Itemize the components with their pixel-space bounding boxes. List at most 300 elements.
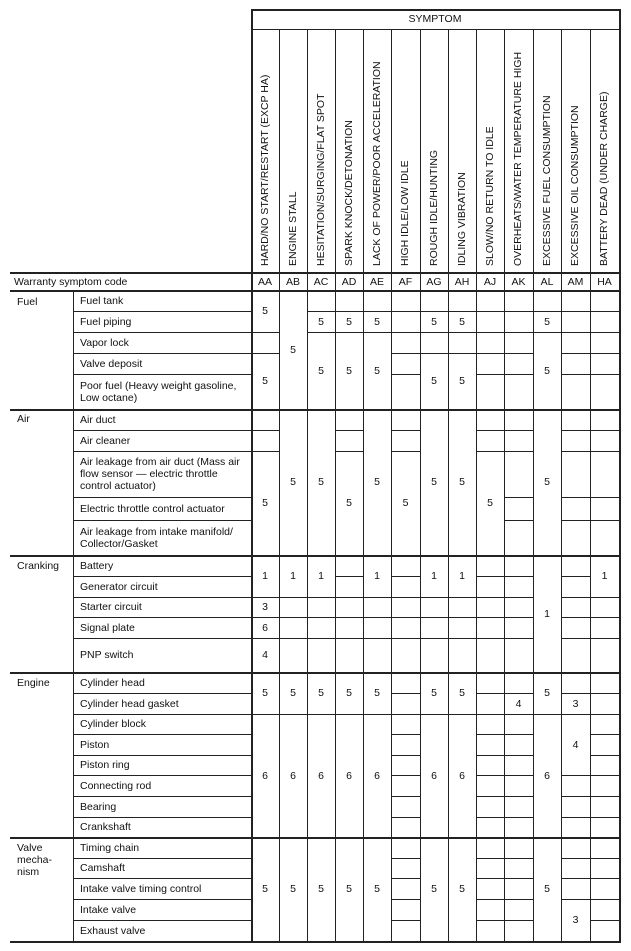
matrix-col-line xyxy=(420,617,421,639)
matrix-col-line xyxy=(476,497,477,521)
warranty-code-am: AM xyxy=(567,276,584,288)
matrix-col-line xyxy=(476,734,477,756)
item-air-leakage-from-intake-manifold-collector-gasket: Air leakage from intake manifold/ Collector/Gasket xyxy=(80,526,233,550)
matrix-col-line xyxy=(307,290,308,312)
matrix-col-line xyxy=(476,617,477,639)
matrix-col-line xyxy=(279,451,280,498)
matrix-col-line xyxy=(363,775,364,797)
matrix-row-line xyxy=(420,638,449,639)
matrix-col-line xyxy=(335,858,336,879)
matrix-col-line xyxy=(476,638,477,673)
matrix-row-line xyxy=(561,817,591,818)
matrix-col-line xyxy=(448,858,449,879)
matrix-col-line xyxy=(448,920,449,942)
matrix-col-line xyxy=(279,734,280,756)
matrix-col-line xyxy=(279,755,280,776)
matrix-col-line xyxy=(279,714,280,735)
matrix-col-line xyxy=(307,693,308,715)
matrix-col-line xyxy=(307,775,308,797)
matrix-col-line xyxy=(335,714,336,735)
category-valve-mecha-nism: Valve mecha- nism xyxy=(17,842,53,878)
matrix-col-line xyxy=(391,555,392,577)
matrix-value: 5 xyxy=(346,497,352,509)
matrix-col-line xyxy=(335,497,336,521)
header-col-line xyxy=(533,29,534,290)
matrix-col-line xyxy=(335,430,336,452)
matrix-row-line xyxy=(251,451,280,452)
matrix-value: 5 xyxy=(374,365,380,377)
matrix-value: 1 xyxy=(262,570,268,582)
matrix-col-line xyxy=(504,775,505,797)
matrix-col-line xyxy=(476,576,477,598)
matrix-col-line xyxy=(335,311,336,333)
matrix-col-line xyxy=(533,353,534,375)
matrix-col-line xyxy=(561,755,562,776)
matrix-row-line xyxy=(561,858,591,859)
matrix-col-line xyxy=(590,775,591,797)
matrix-col-line xyxy=(420,409,421,431)
matrix-col-line xyxy=(476,817,477,838)
matrix-col-line xyxy=(363,451,364,498)
item-air-duct: Air duct xyxy=(80,414,116,426)
matrix-col-line xyxy=(307,332,308,354)
item-fuel-tank: Fuel tank xyxy=(80,295,124,307)
matrix-col-line xyxy=(420,714,421,735)
category-separator xyxy=(10,555,620,557)
matrix-row-line xyxy=(504,332,534,333)
warranty-code-aj: AJ xyxy=(483,276,497,288)
matrix-col-line xyxy=(335,899,336,921)
matrix-col-line xyxy=(335,878,336,900)
matrix-row-line xyxy=(391,430,421,431)
matrix-row-line xyxy=(476,755,505,756)
matrix-col-line xyxy=(391,430,392,452)
matrix-row-line xyxy=(391,597,421,598)
matrix-col-line xyxy=(476,878,477,900)
matrix-col-line xyxy=(590,555,591,577)
matrix-row-line xyxy=(391,714,421,715)
matrix-col-line xyxy=(279,672,280,694)
matrix-value: 6 xyxy=(346,770,352,782)
matrix-col-line xyxy=(279,430,280,452)
matrix-col-line xyxy=(504,374,505,410)
matrix-col-line xyxy=(561,555,562,577)
matrix-value: 5 xyxy=(544,316,550,328)
matrix-col-line xyxy=(448,638,449,673)
matrix-col-line xyxy=(391,817,392,838)
matrix-row-line xyxy=(590,755,620,756)
matrix-col-line xyxy=(448,576,449,598)
matrix-row-line xyxy=(391,878,421,879)
matrix-col-line xyxy=(533,311,534,333)
matrix-col-line xyxy=(448,374,449,410)
matrix-row-line xyxy=(590,617,620,618)
matrix-col-line xyxy=(420,374,421,410)
matrix-col-line xyxy=(533,734,534,756)
matrix-row-line xyxy=(391,755,421,756)
matrix-row-line xyxy=(307,714,336,715)
matrix-col-line xyxy=(590,520,591,556)
matrix-value: 1 xyxy=(601,570,608,582)
matrix-row-line xyxy=(561,353,591,354)
matrix-row-line xyxy=(251,597,280,598)
matrix-row-line xyxy=(279,597,308,598)
matrix-col-line xyxy=(420,796,421,818)
matrix-col-line xyxy=(391,734,392,756)
matrix-col-line xyxy=(533,899,534,921)
matrix-col-line xyxy=(307,796,308,818)
matrix-value: 6 xyxy=(262,622,268,634)
matrix-row-line xyxy=(561,520,591,521)
matrix-col-line xyxy=(590,714,591,735)
item-valve-deposit: Valve deposit xyxy=(80,358,143,370)
matrix-col-line xyxy=(420,734,421,756)
matrix-col-line xyxy=(307,920,308,942)
symptom-header-high-idle-low-idle: HIGH IDLE/LOW IDLE xyxy=(399,160,411,266)
matrix-col-line xyxy=(590,353,591,375)
matrix-row-line xyxy=(504,775,534,776)
matrix-row-line xyxy=(251,714,280,715)
category-separator xyxy=(10,837,620,839)
matrix-col-line xyxy=(363,920,364,942)
matrix-value: 1 xyxy=(544,608,550,620)
matrix-col-line xyxy=(533,430,534,452)
table-right-border xyxy=(619,9,621,943)
matrix-col-line xyxy=(363,576,364,598)
matrix-col-line xyxy=(363,353,364,375)
matrix-value: 5 xyxy=(544,883,550,895)
item-starter-circuit: Starter circuit xyxy=(80,601,142,613)
matrix-row-line xyxy=(476,374,505,375)
matrix-value: 4 xyxy=(262,649,268,661)
matrix-col-line xyxy=(307,353,308,375)
matrix-row-line xyxy=(561,775,591,776)
item-row-line xyxy=(73,311,251,312)
matrix-row-line xyxy=(420,353,449,354)
matrix-col-line xyxy=(391,353,392,375)
matrix-col-line xyxy=(561,576,562,598)
matrix-row-line xyxy=(335,332,364,333)
matrix-row-line xyxy=(504,817,534,818)
item-row-line xyxy=(73,858,251,859)
matrix-col-line xyxy=(420,638,421,673)
matrix-col-line xyxy=(279,374,280,410)
item-row-line xyxy=(73,451,251,452)
matrix-col-line xyxy=(335,734,336,756)
matrix-row-line xyxy=(504,353,534,354)
category-separator xyxy=(10,672,620,674)
matrix-col-line xyxy=(504,332,505,354)
matrix-row-line xyxy=(504,796,534,797)
matrix-col-line xyxy=(504,597,505,618)
matrix-row-line xyxy=(561,899,591,900)
matrix-row-line xyxy=(335,714,364,715)
matrix-col-line xyxy=(533,920,534,942)
matrix-row-line xyxy=(590,817,620,818)
matrix-col-line xyxy=(476,332,477,354)
matrix-col-line xyxy=(279,899,280,921)
matrix-col-line xyxy=(420,290,421,312)
matrix-row-line xyxy=(335,597,364,598)
matrix-col-line xyxy=(279,290,280,312)
matrix-col-line xyxy=(476,693,477,715)
matrix-col-line xyxy=(391,332,392,354)
matrix-row-line xyxy=(391,374,421,375)
matrix-row-line xyxy=(420,714,449,715)
item-crankshaft: Crankshaft xyxy=(80,821,131,833)
matrix-col-line xyxy=(504,714,505,735)
matrix-row-line xyxy=(391,353,421,354)
matrix-col-line xyxy=(279,693,280,715)
matrix-col-line xyxy=(279,311,280,333)
item-poor-fuel-heavy-weight-gasoline-low-octane: Poor fuel (Heavy weight gasoline, Low octane) xyxy=(80,380,237,404)
matrix-value: 5 xyxy=(262,883,268,895)
item-piston: Piston xyxy=(80,739,110,751)
symptom-header-title: SYMPTOM xyxy=(408,13,462,25)
matrix-col-line xyxy=(335,290,336,312)
item-cylinder-head: Cylinder head xyxy=(80,677,145,689)
matrix-col-line xyxy=(335,796,336,818)
matrix-row-line xyxy=(590,332,620,333)
matrix-row-line xyxy=(590,497,620,498)
category-fuel: Fuel xyxy=(17,296,38,308)
matrix-col-line xyxy=(420,920,421,942)
matrix-col-line xyxy=(335,374,336,410)
matrix-row-line xyxy=(561,693,591,694)
matrix-col-line xyxy=(533,693,534,715)
matrix-row-line xyxy=(476,899,505,900)
matrix-col-line xyxy=(448,734,449,756)
item-row-line xyxy=(73,497,251,498)
matrix-col-line xyxy=(448,497,449,521)
matrix-col-line xyxy=(335,837,336,859)
matrix-col-line xyxy=(476,520,477,556)
matrix-row-line xyxy=(590,311,620,312)
matrix-row-line xyxy=(476,311,505,312)
matrix-row-line xyxy=(476,430,505,431)
matrix-col-line xyxy=(420,353,421,375)
matrix-col-line xyxy=(533,520,534,556)
symptom-header-excessive-fuel-consumption: EXCESSIVE FUEL CONSUMPTION xyxy=(541,95,553,266)
matrix-col-line xyxy=(533,878,534,900)
matrix-col-line xyxy=(335,920,336,942)
matrix-col-line xyxy=(476,430,477,452)
matrix-col-line xyxy=(476,311,477,333)
matrix-col-line xyxy=(420,520,421,556)
item-row-line xyxy=(73,817,251,818)
matrix-row-line xyxy=(391,311,421,312)
matrix-row-line xyxy=(590,520,620,521)
matrix-col-line xyxy=(335,520,336,556)
matrix-col-line xyxy=(279,555,280,577)
item-timing-chain: Timing chain xyxy=(80,842,140,854)
warranty-code-ak: AK xyxy=(511,276,526,288)
matrix-row-line xyxy=(590,693,620,694)
matrix-col-line xyxy=(590,878,591,900)
matrix-row-line xyxy=(307,638,336,639)
matrix-col-line xyxy=(504,353,505,375)
matrix-value: 4 xyxy=(572,739,579,751)
matrix-row-line xyxy=(476,775,505,776)
matrix-col-line xyxy=(476,858,477,879)
matrix-col-line xyxy=(335,353,336,375)
matrix-col-line xyxy=(448,878,449,900)
matrix-row-line xyxy=(504,858,534,859)
matrix-col-line xyxy=(504,672,505,694)
matrix-col-line xyxy=(307,374,308,410)
matrix-col-line xyxy=(391,714,392,735)
matrix-col-line xyxy=(307,409,308,431)
matrix-row-line xyxy=(448,332,477,333)
warranty-code-label: Warranty symptom code xyxy=(14,276,128,288)
matrix-col-line xyxy=(448,714,449,735)
matrix-col-line xyxy=(307,817,308,838)
matrix-value: 1 xyxy=(459,570,465,582)
header-col-line xyxy=(561,29,562,290)
category-air: Air xyxy=(17,413,30,425)
matrix-row-line xyxy=(561,430,591,431)
header-col-line xyxy=(476,29,477,290)
matrix-col-line xyxy=(590,374,591,410)
matrix-row-line xyxy=(504,576,534,577)
matrix-col-line xyxy=(448,311,449,333)
matrix-row-line xyxy=(335,638,364,639)
matrix-value: 5 xyxy=(544,476,550,488)
matrix-col-line xyxy=(504,290,505,312)
matrix-col-line xyxy=(391,755,392,776)
matrix-row-line xyxy=(251,638,280,639)
matrix-col-line xyxy=(504,755,505,776)
matrix-col-line xyxy=(307,672,308,694)
matrix-row-line xyxy=(448,597,477,598)
item-air-cleaner: Air cleaner xyxy=(80,435,131,447)
matrix-col-line xyxy=(561,878,562,900)
matrix-col-line xyxy=(533,497,534,521)
matrix-row-line xyxy=(476,817,505,818)
matrix-col-line xyxy=(279,576,280,598)
matrix-row-line xyxy=(561,597,591,598)
symptom-header-battery-dead-under-charge: BATTERY DEAD (UNDER CHARGE) xyxy=(598,91,610,266)
matrix-row-line xyxy=(476,878,505,879)
matrix-row-line xyxy=(391,576,421,577)
matrix-col-line xyxy=(561,520,562,556)
matrix-row-line xyxy=(307,597,336,598)
matrix-col-line xyxy=(561,899,562,921)
table-top-border xyxy=(251,9,620,11)
matrix-value: 5 xyxy=(544,365,550,377)
matrix-value: 1 xyxy=(290,570,296,582)
matrix-col-line xyxy=(590,817,591,838)
matrix-col-line xyxy=(307,497,308,521)
item-fuel-piping: Fuel piping xyxy=(80,316,132,328)
matrix-col-line xyxy=(363,899,364,921)
matrix-value: 5 xyxy=(346,883,352,895)
matrix-col-line xyxy=(448,597,449,618)
matrix-col-line xyxy=(476,597,477,618)
matrix-value: 5 xyxy=(262,305,268,317)
matrix-col-line xyxy=(420,672,421,694)
matrix-row-line xyxy=(391,693,421,694)
matrix-col-line xyxy=(307,597,308,618)
matrix-row-line xyxy=(448,311,477,312)
matrix-value: 5 xyxy=(290,687,296,699)
matrix-col-line xyxy=(307,755,308,776)
matrix-col-line xyxy=(448,672,449,694)
category-engine: Engine xyxy=(17,677,50,689)
matrix-row-line xyxy=(307,311,336,312)
matrix-col-line xyxy=(476,409,477,431)
matrix-col-line xyxy=(590,332,591,354)
matrix-col-line xyxy=(590,920,591,942)
matrix-col-line xyxy=(363,409,364,431)
matrix-col-line xyxy=(391,520,392,556)
matrix-col-line xyxy=(504,617,505,639)
matrix-col-line xyxy=(476,672,477,694)
item-row-line xyxy=(73,796,251,797)
matrix-value: 1 xyxy=(318,570,324,582)
matrix-col-line xyxy=(391,672,392,694)
matrix-row-line xyxy=(391,775,421,776)
matrix-col-line xyxy=(363,693,364,715)
matrix-col-line xyxy=(363,374,364,410)
symptom-header-hard-no-start-restart-excp-ha: HARD/NO START/RESTART (EXCP HA) xyxy=(259,74,271,266)
matrix-row-line xyxy=(391,332,421,333)
matrix-col-line xyxy=(307,555,308,577)
matrix-col-line xyxy=(476,714,477,735)
matrix-col-line xyxy=(561,672,562,694)
matrix-col-line xyxy=(307,878,308,900)
warranty-code-af: AF xyxy=(398,276,413,288)
matrix-col-line xyxy=(504,638,505,673)
matrix-col-line xyxy=(363,755,364,776)
warranty-code-ah: AH xyxy=(454,276,470,288)
matrix-value: 6 xyxy=(374,770,380,782)
matrix-col-line xyxy=(590,858,591,879)
matrix-col-line xyxy=(504,796,505,818)
matrix-col-line xyxy=(335,775,336,797)
matrix-row-line xyxy=(504,430,534,431)
matrix-col-line xyxy=(476,555,477,577)
item-row-line xyxy=(73,576,251,577)
warranty-code-al: AL xyxy=(540,276,554,288)
matrix-col-line xyxy=(504,899,505,921)
header-col-line xyxy=(363,29,364,290)
matrix-col-line xyxy=(533,374,534,410)
matrix-col-line xyxy=(391,920,392,942)
matrix-col-line xyxy=(279,353,280,375)
symptom-header-excessive-oil-consumption: EXCESSIVE OIL CONSUMPTION xyxy=(569,105,581,266)
matrix-value: 5 xyxy=(459,375,465,387)
matrix-col-line xyxy=(279,638,280,673)
matrix-row-line xyxy=(391,734,421,735)
matrix-value: 6 xyxy=(431,770,437,782)
matrix-row-line xyxy=(504,451,534,452)
matrix-row-line xyxy=(561,497,591,498)
matrix-row-line xyxy=(279,617,308,618)
matrix-col-line xyxy=(561,451,562,498)
matrix-col-line xyxy=(448,520,449,556)
matrix-row-line xyxy=(590,353,620,354)
matrix-col-line xyxy=(448,353,449,375)
item-intake-valve: Intake valve xyxy=(80,904,137,916)
matrix-row-line xyxy=(448,617,477,618)
matrix-col-line xyxy=(391,451,392,498)
matrix-row-line xyxy=(476,451,505,452)
matrix-row-line xyxy=(504,755,534,756)
matrix-col-line xyxy=(533,290,534,312)
matrix-col-line xyxy=(391,878,392,900)
matrix-col-line xyxy=(448,837,449,859)
